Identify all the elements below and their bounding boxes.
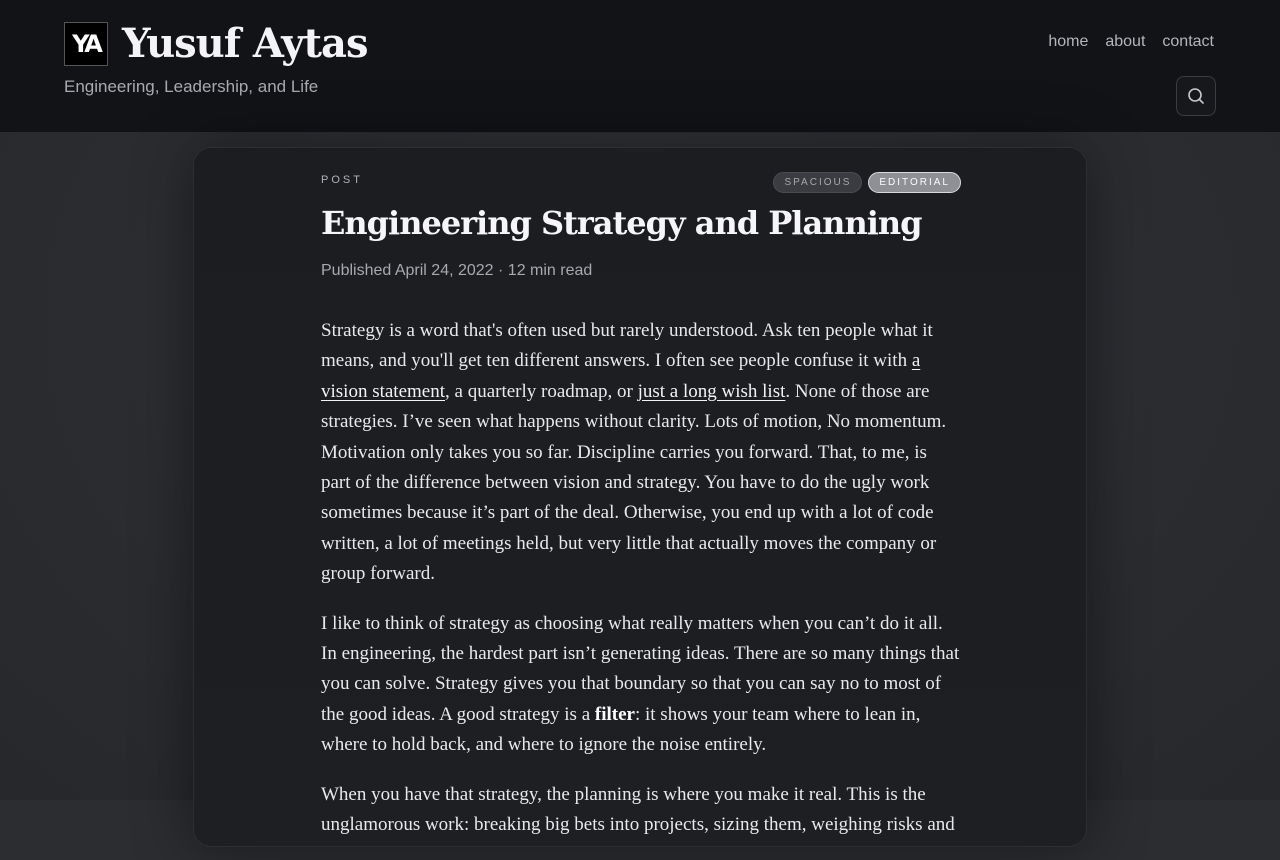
nav-about-link[interactable]: about — [1105, 33, 1146, 50]
paragraph-3: When you have that strategy, the planning is where you make it real. This is the unglamorous work: breaking big bets into projects, sizing them, weighing risks and — [321, 783, 955, 836]
site-header — [0, 0, 1280, 133]
post-card — [193, 147, 1087, 847]
post-content — [321, 174, 961, 860]
post-eyebrow: POST — [321, 174, 363, 186]
top-nav — [1048, 33, 1214, 51]
vision-statement-link[interactable]: a vision statement — [321, 350, 921, 402]
paragraph-1 — [321, 316, 961, 590]
search-icon — [1187, 87, 1205, 105]
post-body — [321, 316, 961, 841]
nav-contact-link[interactable]: contact — [1162, 33, 1214, 50]
site-title: Yusuf Aytas — [122, 20, 368, 67]
post-title: Engineering Strategy and Planning — [321, 204, 922, 242]
reading-mode-toggle — [773, 172, 961, 193]
mode-editorial-button[interactable]: EDITORIAL — [868, 172, 961, 193]
logo: YA — [64, 22, 108, 66]
site-tagline: Engineering, Leadership, and Life — [64, 77, 319, 96]
mode-spacious-button[interactable]: SPACIOUS — [773, 172, 862, 193]
paragraph-text: : it shows your team where to lean in, where to hold back, and where to ignore the noise entirely. — [321, 703, 921, 756]
search-button[interactable] — [1176, 76, 1216, 116]
paragraph-text: Strategy is a word that's often used but rarely understood. Ask ten people what it means, and you'll get ten different answers. I often see people confuse it with — [321, 320, 933, 372]
paragraph-text: , a quarterly roadmap, or — [445, 380, 638, 402]
paragraph-text: I like to think of strategy as choosing what really matters when you can’t do it all. In engineering, the hardest part isn’t generating ideas. There are so many things that you can solve. Strategy gives you that boundary so that you can say no to most of the good ideas. A good strategy is a — [321, 612, 960, 725]
paragraph-2 — [321, 609, 961, 761]
nav-home-link[interactable]: home — [1048, 33, 1089, 50]
brand-link[interactable] — [64, 20, 367, 67]
post-meta: Published April 24, 2022 · 12 min read — [321, 262, 593, 279]
wish-list-link[interactable]: just a long wish list — [637, 380, 786, 402]
paragraph-text: . None of those are strategies. I’ve seen what happens without clarity. Lots of motion, No momentum. Motivation only takes you so far. Discipline carries you forward. That, to me, is part of the difference between vision and strategy. You have to do the ugly work sometimes because it’s part of the deal. Otherwise, you end up with a lot of code written, a lot of meetings held, but very little that actually moves the company or group forward. — [321, 380, 947, 585]
emphasis-filter: filter — [594, 703, 635, 725]
